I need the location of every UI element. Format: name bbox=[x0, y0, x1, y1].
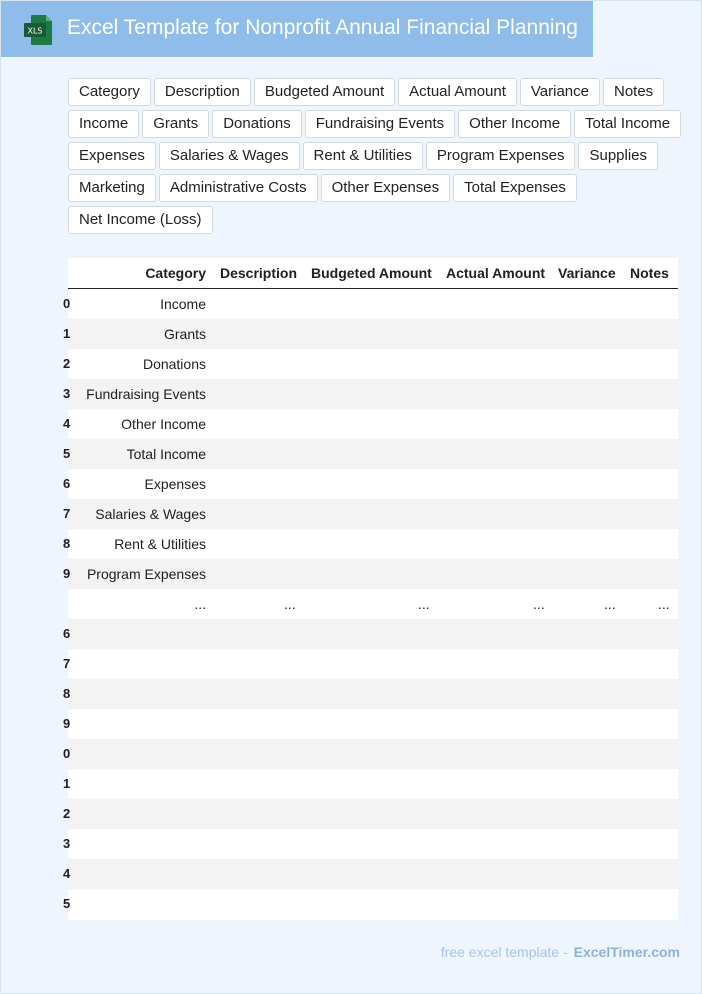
table-row bbox=[63, 649, 678, 679]
category-chip: Variance bbox=[520, 78, 600, 106]
row-index: 0 bbox=[63, 746, 71, 761]
column-header: Variance bbox=[558, 265, 616, 281]
ellipsis-cell: ... bbox=[194, 596, 206, 612]
column-header: Notes bbox=[630, 265, 669, 281]
column-header: Actual Amount bbox=[446, 265, 546, 281]
ellipsis-cell: ... bbox=[658, 596, 670, 612]
category-cell: Other Income bbox=[121, 416, 206, 432]
row-index: 5 bbox=[63, 446, 71, 461]
title-bar bbox=[1, 1, 593, 57]
table-row bbox=[63, 829, 678, 859]
category-chip: Administrative Costs bbox=[159, 174, 318, 202]
table-row bbox=[63, 739, 678, 769]
category-chip: Rent & Utilities bbox=[303, 142, 423, 170]
table-row bbox=[63, 619, 678, 649]
row-index: 5 bbox=[63, 896, 71, 911]
table-row bbox=[63, 529, 678, 559]
category-chip: Donations bbox=[212, 110, 302, 138]
footer-brand-link[interactable]: ExcelTimer.com bbox=[573, 944, 680, 960]
category-chip: Total Expenses bbox=[453, 174, 577, 202]
table-header bbox=[68, 258, 678, 289]
category-chip: Supplies bbox=[578, 142, 658, 170]
category-chip: Actual Amount bbox=[398, 78, 517, 106]
excel-file-icon bbox=[23, 14, 53, 46]
column-header: Description bbox=[220, 265, 298, 281]
row-index: 1 bbox=[63, 326, 71, 341]
category-chips bbox=[68, 78, 683, 234]
category-cell: Grants bbox=[163, 326, 206, 342]
category-chip: Budgeted Amount bbox=[254, 78, 395, 106]
row-index: 3 bbox=[63, 386, 71, 401]
table-row bbox=[63, 769, 678, 799]
category-chip: Other Expenses bbox=[321, 174, 451, 202]
category-chip: Category bbox=[68, 78, 151, 106]
column-header: Budgeted Amount bbox=[311, 265, 432, 281]
row-index: 2 bbox=[63, 356, 71, 371]
table-row bbox=[63, 559, 678, 589]
row-index: 4 bbox=[63, 866, 71, 881]
spreadsheet-preview bbox=[63, 258, 678, 920]
table-row bbox=[63, 889, 678, 919]
row-index: 8 bbox=[63, 686, 71, 701]
category-chip: Salaries & Wages bbox=[159, 142, 300, 170]
row-index: 7 bbox=[63, 656, 71, 671]
row-index: 9 bbox=[63, 716, 71, 731]
row-index: 8 bbox=[63, 536, 71, 551]
category-chip: Total Income bbox=[574, 110, 681, 138]
row-index: 9 bbox=[63, 566, 71, 581]
row-index: 2 bbox=[63, 806, 71, 821]
category-cell: Expenses bbox=[144, 476, 206, 492]
category-cell: Total Income bbox=[126, 446, 206, 462]
table-row bbox=[68, 589, 678, 619]
category-chip: Expenses bbox=[68, 142, 156, 170]
row-index: 7 bbox=[63, 506, 71, 521]
table-row bbox=[63, 499, 678, 529]
category-chip: Income bbox=[68, 110, 139, 138]
table-row bbox=[63, 379, 678, 409]
category-cell: Program Expenses bbox=[86, 566, 206, 582]
table-row bbox=[63, 289, 678, 319]
footer bbox=[441, 944, 680, 960]
row-index: 4 bbox=[63, 416, 71, 431]
category-cell: Donations bbox=[142, 356, 206, 372]
category-cell: Fundraising Events bbox=[86, 386, 206, 402]
table-row bbox=[63, 439, 678, 469]
ellipsis-cell: ... bbox=[418, 596, 430, 612]
table-row bbox=[63, 859, 678, 889]
table-row bbox=[63, 709, 678, 739]
category-cell: Income bbox=[160, 296, 206, 312]
footer-text: free excel template - bbox=[440, 944, 568, 960]
row-index: 3 bbox=[63, 836, 71, 851]
table-row bbox=[63, 409, 678, 439]
row-index: 6 bbox=[63, 476, 71, 491]
table-row bbox=[63, 319, 678, 349]
svg-text:XLS: XLS bbox=[27, 26, 43, 36]
category-chip: Other Income bbox=[458, 110, 571, 138]
ellipsis-cell: ... bbox=[604, 596, 616, 612]
table-row bbox=[63, 349, 678, 379]
table-row bbox=[63, 679, 678, 709]
ellipsis-cell: ... bbox=[533, 596, 545, 612]
category-chip: Marketing bbox=[68, 174, 156, 202]
category-cell: Rent & Utilities bbox=[114, 536, 206, 552]
category-cell: Salaries & Wages bbox=[95, 506, 206, 522]
category-chip: Notes bbox=[603, 78, 664, 106]
category-chip: Net Income (Loss) bbox=[68, 206, 213, 234]
category-chip: Grants bbox=[142, 110, 209, 138]
row-index: 0 bbox=[63, 296, 71, 311]
category-chip: Fundraising Events bbox=[305, 110, 455, 138]
ellipsis-cell: ... bbox=[284, 596, 296, 612]
table-row bbox=[63, 799, 678, 829]
page-title: Excel Template for Nonprofit Annual Financial Planning bbox=[67, 16, 578, 39]
row-index: 6 bbox=[63, 626, 71, 641]
category-chip: Program Expenses bbox=[426, 142, 576, 170]
column-header: Category bbox=[145, 265, 206, 281]
row-index: 1 bbox=[63, 776, 71, 791]
category-chip: Description bbox=[154, 78, 251, 106]
table-row bbox=[63, 469, 678, 499]
